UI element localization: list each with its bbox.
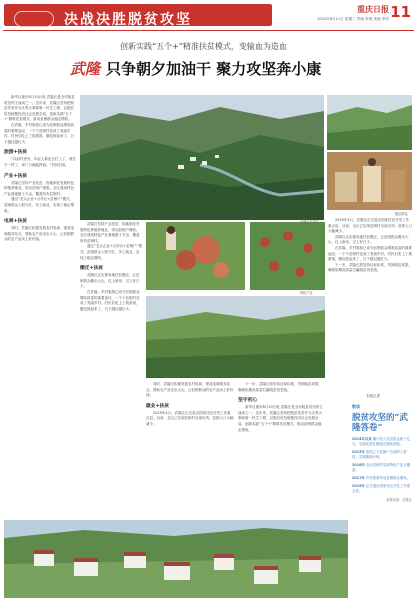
caption-industry: 特色产业 (300, 291, 313, 295)
sidebar-text: 乡村旅游带动贫困群众增收。 (365, 476, 410, 480)
subhead: 电商+扶贫 (4, 219, 28, 225)
sidebar-title: 脱贫攻坚的“武隆答卷” (352, 413, 408, 433)
sidebar-tag: 数读 (352, 404, 360, 409)
lead-photo (80, 95, 324, 220)
caption-scenery: 武隆乡村风光 (300, 219, 320, 223)
headline-place: 武隆 (70, 60, 101, 78)
subhead: 旅游+扶贫 (4, 150, 28, 156)
column-3 (146, 382, 234, 516)
sidebar-year: 2014年以来 (352, 437, 372, 441)
paragraph: 在武隆，乡村旅游已成为贫困群众增收致富的重要途径，一个个贫困村变成了美丽乡村。村民们吃上了旅游饭，腰包鼓起来了，日子越过越红火。 (4, 122, 74, 144)
sidebar-text: 正式退出国家扶贫开发工作重点县。 (352, 484, 410, 493)
subhead: 坚守初心 (238, 398, 258, 404)
market-photo (327, 152, 412, 210)
paragraph: 2019年4月，武隆区正式退出国家扶贫开发工作重点县。目前，全区已实现贫困村全部出列，贫困人口大幅减少。 (328, 218, 412, 234)
paragraph: 下一步，武隆区将坚持目标标准，巩固脱贫成果，确保如期高质量打赢脱贫攻坚战。 (238, 382, 322, 392)
sidebar-text: 累计投入扶贫资金数十亿元，全面改善贫困地区基础设施。 (352, 437, 410, 446)
sidebar-text: 全区贫困村实现特色产业全覆盖。 (352, 463, 410, 472)
paragraph: 新华社重庆8月10日电 武隆区是全市脱贫攻坚的主战场之一。近年来，武隆区坚持把脱贫攻坚作为头等大事和第一民生工程，以脱贫攻坚统揽经济社会发展全局，创新实践“五个+”精准扶贫模式，推动贫困群众稳定增收。 (4, 95, 75, 122)
header-rule (3, 30, 414, 31)
paragraph: 在武隆，乡村旅游已成为贫困群众增收致富的重要途径，一个个贫困村变成了美丽乡村。村民们吃上了旅游饭，腰包鼓起来了，日子越过越红火。 (328, 245, 412, 262)
terrace-photo (146, 296, 325, 378)
paragraph: 通过“龙头企业+合作社+贫困户”模式，贫困群众入股分红、务工就业，实现了稳定增收。 (4, 197, 74, 213)
page-number: 11 (390, 3, 411, 21)
paragraph: 同时，武隆区积极发展农村电商，建成电商服务站点，帮助农产品走出大山，让贫困群众的农产品卖上好价钱。 (4, 226, 74, 242)
article-kicker: 创新实践“五个+”精准扶贫模式，变输血为造血 (120, 42, 287, 51)
paragraph: 新华社重庆8月10日电 武隆区是全市脱贫攻坚的主战场之一。近年来，武隆区坚持把脱贫攻坚作为头等大事和第一民生工程，以脱贫攻坚统揽经济社会发展全局，创新实践“五个+”精准扶贫模式，推动贫困群众稳定增收。 (238, 405, 323, 432)
page-banner (0, 0, 417, 30)
section-banner (4, 4, 272, 26)
paragraph: 下一步，武隆区将坚持目标标准，巩固脱贫成果，确保如期高质量打赢脱贫攻坚战。 (328, 262, 412, 273)
paragraph: 武隆区坚持产业扶贫，因地制宜发展特色种植养殖业，带动贫困户增收。全区建成特色产业基地数十万亩，覆盖所有贫困村。 (80, 222, 140, 243)
article-headline (70, 58, 321, 79)
paragraph: 武隆区坚持产业扶贫，因地制宜发展特色种植养殖业，带动贫困户增收。全区建成特色产业基地数十万亩，覆盖所有贫困村。 (4, 180, 74, 196)
sidebar-item (352, 476, 412, 481)
headline-text: 只争朝夕加油干 聚力攻坚奔小康 (106, 60, 322, 78)
sidebar-item (352, 437, 412, 447)
paragraph: 同时，武隆区积极发展农村电商，建成电商服务站点，帮助农产品走出大山，让贫困群众的农产品卖上好价钱。 (146, 382, 234, 398)
column-5 (328, 218, 412, 390)
paragraph: 武隆区还实施易地扶贫搬迁，让贫困群众搬出大山，住上新房，过上好日子。 (328, 234, 409, 245)
column-2 (80, 222, 142, 515)
data-sidebar (352, 404, 412, 594)
column-1 (4, 95, 76, 515)
caption-villagers: 脱贫群众 (395, 212, 408, 216)
sidebar-year: 2017年 (352, 476, 365, 480)
village-photo (4, 520, 348, 598)
subhead: 搬迁+扶贫 (80, 266, 104, 272)
paragraph: “以前村里穷，年轻人都出去打工了。现在不一样了，家门口就能挣钱。”村民们说。 (4, 157, 76, 167)
sidebar-year: 2015年 (352, 450, 365, 454)
sidebar-text: 建档立卡贫困户全部纳入帮扶，实现精准识别。 (352, 450, 407, 459)
paragraph: 通过“龙头企业+合作社+贫困户”模式，贫困群众入股分红、务工就业，实现了稳定增收。 (80, 244, 142, 260)
paragraph: 2019年4月，武隆区正式退出国家扶贫开发工作重点县。目前，全区已实现贫困村全部出列，贫困人口大幅减少。 (146, 410, 234, 426)
subhead: 就业+扶贫 (146, 403, 170, 409)
sidebar-year: 2019年 (352, 484, 365, 488)
sidebar-item (352, 484, 412, 494)
sidebar-year: 2016年 (352, 463, 365, 467)
subhead: 产业+扶贫 (4, 173, 28, 179)
column-4 (238, 382, 324, 516)
sidebar-item (352, 450, 412, 460)
farmer-photo (146, 222, 245, 290)
paper-name: 重庆日报 (357, 5, 389, 14)
orchard-photo (250, 222, 325, 290)
paragraph: 在武隆，乡村旅游已成为贫困群众增收致富的重要途径，一个个贫困村变成了美丽乡村。村民们吃上了旅游饭，腰包鼓起来了，日子越过越红火。 (80, 289, 140, 311)
paragraph: 武隆区还实施易地扶贫搬迁，让贫困群众搬出大山，住上新房，过上好日子。 (80, 273, 140, 289)
sidebar-item (352, 463, 412, 473)
section-logo (14, 11, 54, 27)
tea-field-photo (327, 95, 412, 150)
date-line: 2020年8月11日 星期二 责编 张明 美编 李庆 (316, 17, 389, 21)
sidebar-source: 数据来源：武隆区 (386, 498, 412, 502)
section-title: 决战决胜脱贫攻坚 (64, 12, 192, 28)
byline: 本报记者 (366, 394, 380, 398)
